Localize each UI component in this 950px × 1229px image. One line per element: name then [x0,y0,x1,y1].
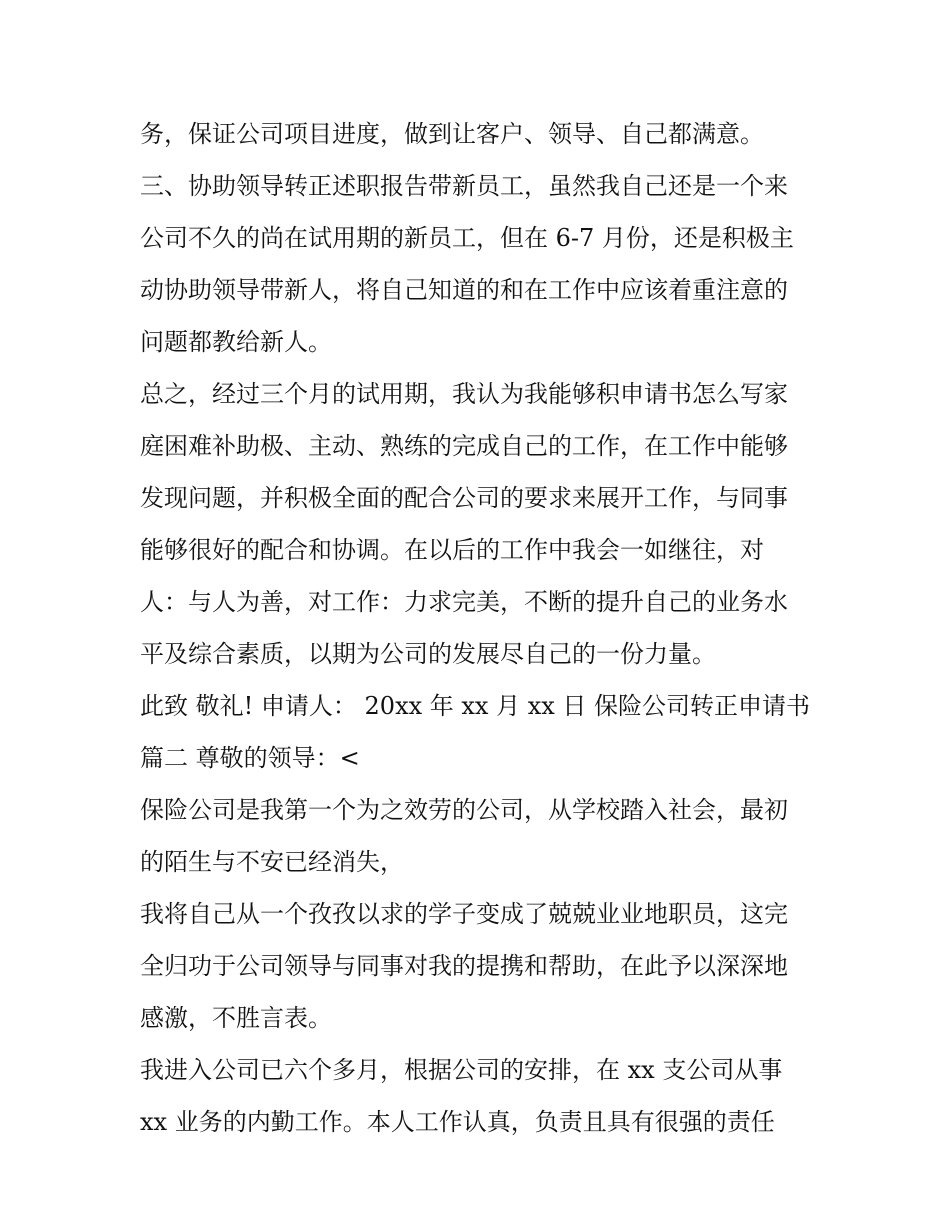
text-line: 保险公司是我第一个为之效劳的公司，从学校踏入社会，最初 [140,796,788,824]
text-line: 总之，经过三个月的试用期，我认为我能够积申请书怎么写家 [140,380,788,408]
text-line: 三、协助领导转正述职报告带新员工，虽然我自己还是一个来 [140,172,788,200]
text-line: 全归功于公司领导与同事对我的提携和帮助，在此予以深深地 [140,952,788,980]
text-line: 能够很好的配合和协调。在以后的工作中我会一如继往，对 [140,536,764,564]
text-line: 庭困难补助极、主动、熟练的完成自己的工作，在工作中能够 [140,432,788,460]
text-line: 我将自己从一个孜孜以求的学子变成了兢兢业业地职员，这完 [140,900,788,928]
text-line: 我进入公司已六个多月，根据公司的安排，在 xx 支公司从事 [140,1056,783,1084]
text-line: 的陌生与不安已经消失， [140,848,404,876]
document-body [140,108,820,1148]
text-line: 动协助领导带新人，将自己知道的和在工作中应该着重注意的 [140,276,788,304]
text-line: 公司不久的尚在试用期的新员工，但在 6-7 月份，还是积极主 [140,224,794,252]
text-line: 此致 敬礼! 申请人： 20xx 年 xx 月 xx 日 保险公司转正申请书 [140,692,811,720]
text-line: 感激，不胜言表。 [140,1004,332,1032]
text-line: 发现问题，并积极全面的配合公司的要求来展开工作，与同事 [140,484,788,512]
text-line: 问题都教给新人。 [140,328,332,356]
text-line: 平及综合素质，以期为公司的发展尽自己的一份力量。 [140,640,716,668]
text-line: xx 业务的内勤工作。本人工作认真，负责且具有很强的责任 [140,1108,775,1136]
text-line: 篇二 尊敬的领导：< [140,744,360,772]
text-line: 人：与人为善，对工作：力求完美，不断的提升自己的业务水 [140,588,788,616]
text-line: 务，保证公司项目进度，做到让客户、领导、自己都满意。 [140,120,764,148]
